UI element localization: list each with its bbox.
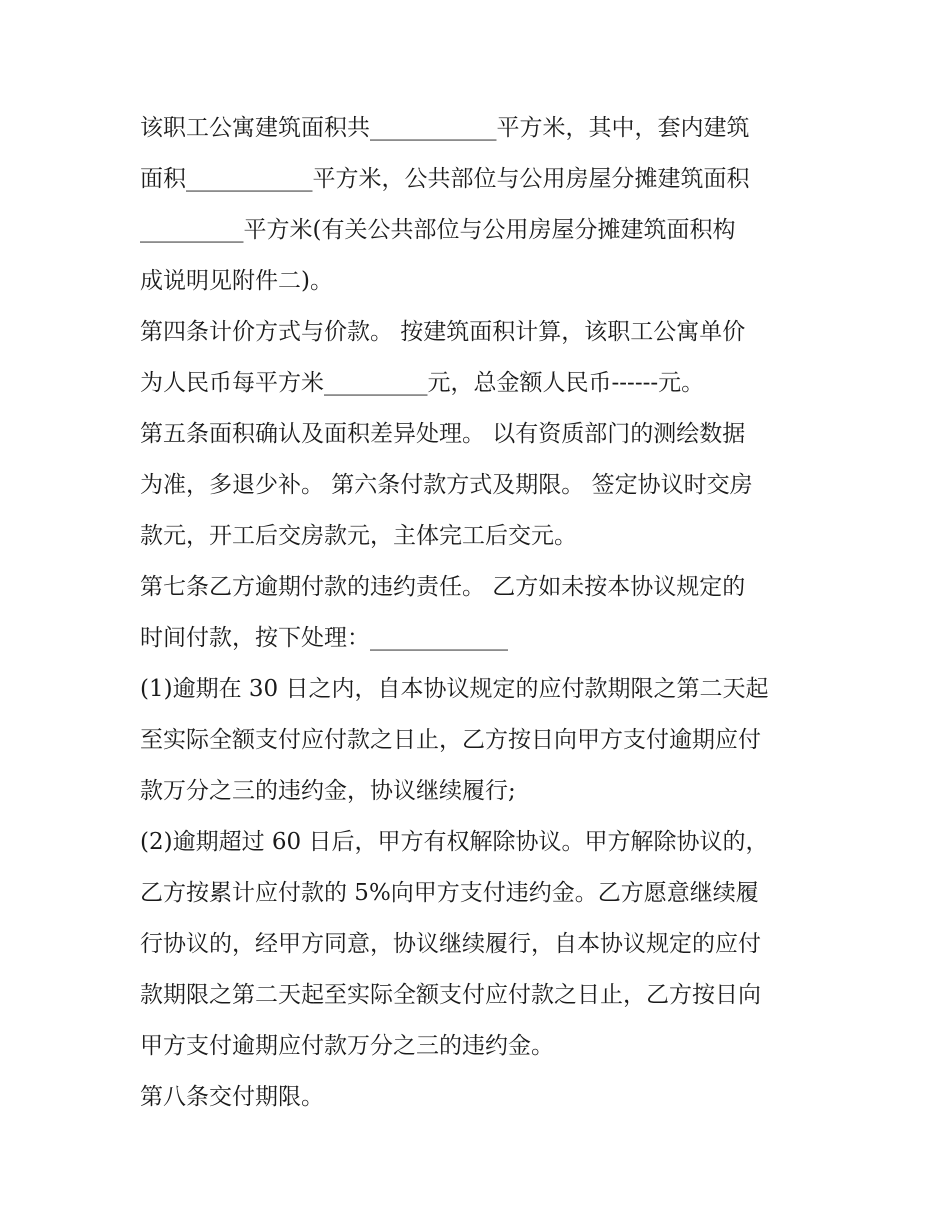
text-line: 至实际全额支付应付款之日止，乙方按日向甲方支付逾期应付 xyxy=(140,727,761,753)
text-line: 时间付款，按下处理：____________ xyxy=(140,625,508,651)
clause-2-line: (2)逾期超过 60 日后，甲方有权解除协议。甲方解除协议的， xyxy=(140,829,769,855)
article-4-line: 第四条计价方式与价款。 按建筑面积计算，该职工公寓单价 xyxy=(140,319,746,345)
article-7-line: 第七条乙方逾期付款的违约责任。 乙方如未按本协议规定的 xyxy=(140,574,746,600)
text-line: 行协议的，经甲方同意，协议继续履行，自本协议规定的应付 xyxy=(140,931,761,957)
article-5-line: 第五条面积确认及面积差异处理。 以有资质部门的测绘数据 xyxy=(140,421,746,447)
text-line: 款元，开工后交房款元，主体完工后交元。 xyxy=(140,523,577,549)
text-line: 甲方支付逾期应付款万分之三的违约金。 xyxy=(140,1033,554,1059)
document-body xyxy=(140,103,820,1123)
clause-1-line: (1)逾期在 30 日之内，自本协议规定的应付款期限之第二天起 xyxy=(140,676,769,702)
text-line: 成说明见附件二)。 xyxy=(140,268,333,294)
text-line: 面积___________平方米，公共部位与公用房屋分摊建筑面积 xyxy=(140,166,750,192)
text-line: 为人民币每平方米_________元，总金额人民币------元。 xyxy=(140,370,705,396)
text-line: 款期限之第二天起至实际全额支付应付款之日止，乙方按日向 xyxy=(140,982,761,1008)
text-line: 为准，多退少补。 第六条付款方式及期限。 签定协议时交房 xyxy=(140,472,753,498)
article-8-line: 第八条交付期限。 xyxy=(140,1084,324,1110)
text-line: 乙方按累计应付款的 5%向甲方支付违约金。乙方愿意继续履 xyxy=(140,880,759,906)
text-line: 款万分之三的违约金，协议继续履行; xyxy=(140,778,516,804)
text-line: 该职工公寓建筑面积共___________平方米，其中，套内建筑 xyxy=(140,115,750,141)
text-line: _________平方米(有关公共部位与公用房屋分摊建筑面积构 xyxy=(140,217,736,243)
